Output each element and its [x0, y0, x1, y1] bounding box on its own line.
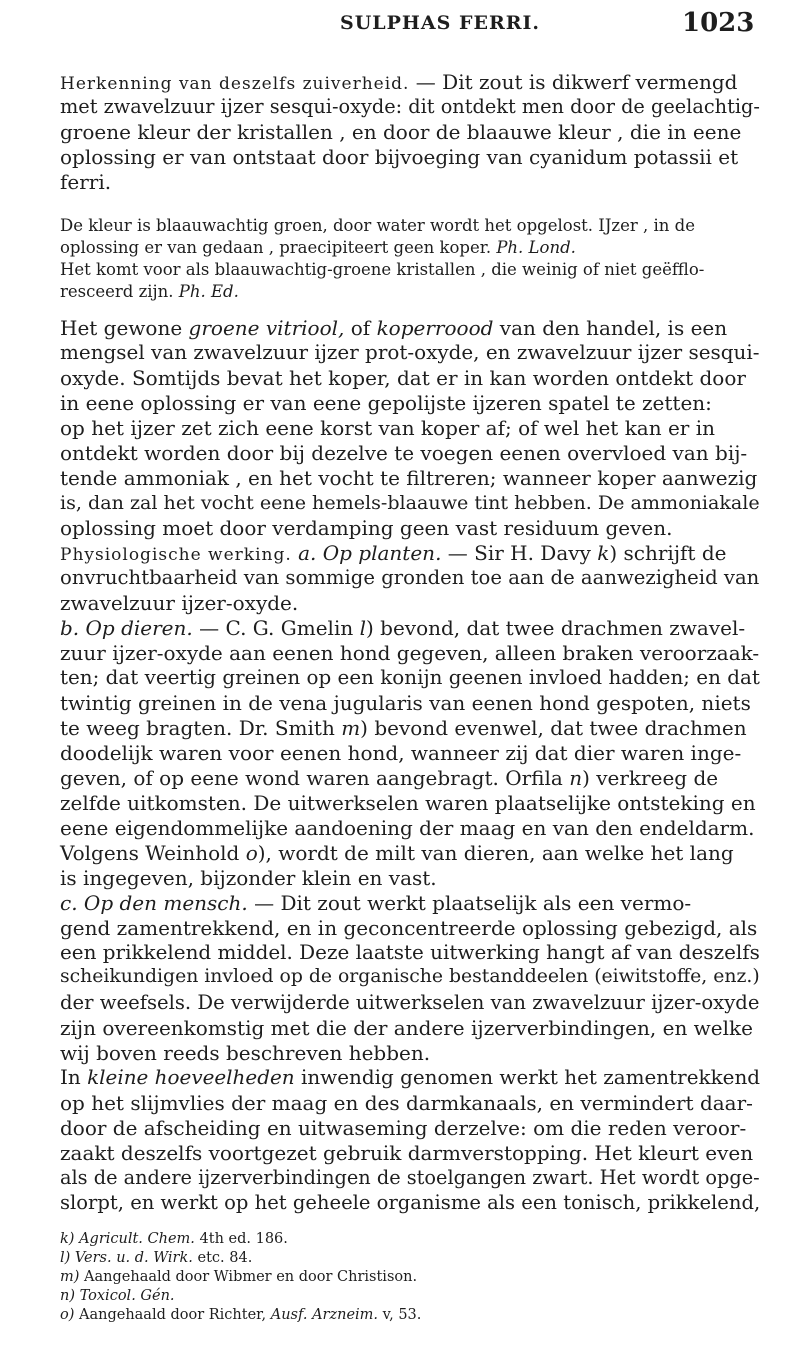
- text-line: ferri.: [60, 170, 112, 194]
- text-line: zaakt deszelfs voortgezet gebruik darmverstopping. Het kleurt even: [60, 1141, 754, 1165]
- text-line: Volgens Weinhold o), wordt de milt van dieren, aan welke het lang: [60, 841, 734, 865]
- text-line: ontdekt worden door bij dezelve te voegen eenen overvloed van bij-: [60, 441, 748, 465]
- text-line: groene kleur der kristallen , en door de blaauwe kleur , die in eene: [60, 120, 742, 144]
- text-line: oplossing moet door verdamping geen vast residuum geven.: [60, 516, 673, 540]
- text-line: zijn overeenkomstig met die der andere ijzerverbindingen, en welke: [60, 1016, 753, 1040]
- text-line: een prikkelend middel. Deze laatste uitwerking hangt af van deszelfs: [60, 940, 760, 964]
- footnote-n: n) Toxicol. Gén.: [60, 1288, 175, 1304]
- text-line: tende ammoniak , en het vocht te filtreren; wanneer koper aanwezig: [60, 466, 758, 490]
- text-line: zelfde uitkomsten. De uitwerkselen waren plaatselijke ontsteking en: [60, 791, 756, 815]
- page-number: 1023: [682, 8, 755, 38]
- text-line: Physiologische werking. a. Op planten. — Sir H. Davy k) schrijft de: [60, 541, 727, 565]
- footnote-l: l) Vers. u. d. Wirk. etc. 84.: [60, 1250, 253, 1266]
- text-line: in eene oplossing er van eene gepolijste ijzeren spatel te zetten:: [60, 391, 712, 415]
- text-line: twintig greinen in de vena jugularis van eenen hond gespoten, niets: [60, 691, 751, 715]
- text-line: mengsel van zwavelzuur ijzer prot-oxyde, en zwavelzuur ijzer sesqui-: [60, 340, 760, 364]
- section-lead: Physiologische werking.: [60, 545, 292, 565]
- text-line: Het gewone groene vitriool, of koperroood van den handel, is een: [60, 316, 728, 340]
- text-line: slorpt, en werkt op het geheele organisme als een tonisch, prikkelend,: [60, 1191, 761, 1214]
- footnote-o: o) Aangehaald door Richter, Ausf. Arzneim. v, 53.: [60, 1307, 422, 1323]
- text-line: Herkenning van deszelfs zuiverheid. — Dit zout is dikwerf vermengd: [60, 70, 738, 94]
- text-line: zuur ijzer-oxyde aan eenen hond gegeven, alleen braken veroorzaak-: [60, 641, 760, 665]
- text-line: oxyde. Somtijds bevat het koper, dat er in kan worden ontdekt door: [60, 366, 746, 390]
- note-line: oplossing er van gedaan , praecipiteert geen koper. Ph. Lond.: [60, 238, 576, 257]
- text-line: b. Op dieren. — C. G. Gmelin l) bevond, dat twee drachmen zwavel-: [60, 616, 746, 640]
- text-line: scheikundigen invloed op de organische bestanddeelen (eiwitstoffe, enz.): [60, 966, 760, 987]
- text-line: eene eigendommelijke aandoening der maag en van den endeldarm.: [60, 816, 755, 840]
- citation: Ph. Ed.: [178, 282, 239, 301]
- text-line: is ingegeven, bijzonder klein en vast.: [60, 866, 437, 890]
- text-line: door de afscheiding en uitwaseming derzelve: om die reden veroor-: [60, 1116, 747, 1140]
- text-line: te weeg bragten. Dr. Smith m) bevond evenwel, dat twee drachmen: [60, 716, 747, 740]
- text-line: op het ijzer zet zich eene korst van koper af; of wel het kan er in: [60, 416, 715, 440]
- text-line: wij boven reeds beschreven hebben.: [60, 1041, 431, 1065]
- running-title: SULPHAS FERRI.: [340, 12, 541, 34]
- text-line: als de andere ijzerverbindingen de stoelgangen zwart. Het wordt opge-: [60, 1166, 760, 1189]
- section-lead: Herkenning van deszelfs zuiverheid.: [60, 74, 410, 94]
- text-line: onvruchtbaarheid van sommige gronden toe aan de aanwezigheid van: [60, 566, 760, 589]
- page-header: [0, 6, 801, 46]
- footnote-m: m) Aangehaald door Wibmer en door Christison.: [60, 1269, 418, 1285]
- note-line: Het komt voor als blaauwachtig-groene kristallen , die weinig of niet geëfflo-: [60, 260, 705, 279]
- text-line: c. Op den mensch. — Dit zout werkt plaatselijk als een vermo-: [60, 891, 692, 915]
- footnote-k: k) Agricult. Chem. 4th ed. 186.: [60, 1231, 288, 1247]
- text-line: met zwavelzuur ijzer sesqui-oxyde: dit ontdekt men door de geelachtig-: [60, 95, 760, 118]
- text-line: is, dan zal het vocht eene hemels-blaauwe tint hebben. De ammoniakale: [60, 491, 760, 514]
- text-line: In kleine hoeveelheden inwendig genomen werkt het zamentrekkend: [60, 1065, 761, 1089]
- note-line: resceerd zijn. Ph. Ed.: [60, 282, 239, 301]
- note-line: De kleur is blaauwachtig groen, door water wordt het opgelost. IJzer , in de: [60, 216, 695, 235]
- text-line: geven, of op eene wond waren aangebragt. Orfila n) verkreeg de: [60, 766, 719, 790]
- text-line: der weefsels. De verwijderde uitwerkselen van zwavelzuur ijzer-oxyde: [60, 991, 760, 1014]
- text-line: op het slijmvlies der maag en des darmkanaals, en vermindert daar-: [60, 1091, 753, 1115]
- citation: Ph. Lond.: [496, 238, 576, 257]
- text-line: doodelijk waren voor eenen hond, wanneer zij dat dier waren inge-: [60, 741, 742, 765]
- text-line: zwavelzuur ijzer-oxyde.: [60, 591, 299, 615]
- text-line: ten; dat veertig greinen op een konijn geenen invloed hadden; en dat: [60, 666, 760, 689]
- text-line: gend zamentrekkend, en in geconcentreerde oplossing gebezigd, als: [60, 916, 758, 940]
- text-line: oplossing er van ontstaat door bijvoeging van cyanidum potassii et: [60, 145, 739, 169]
